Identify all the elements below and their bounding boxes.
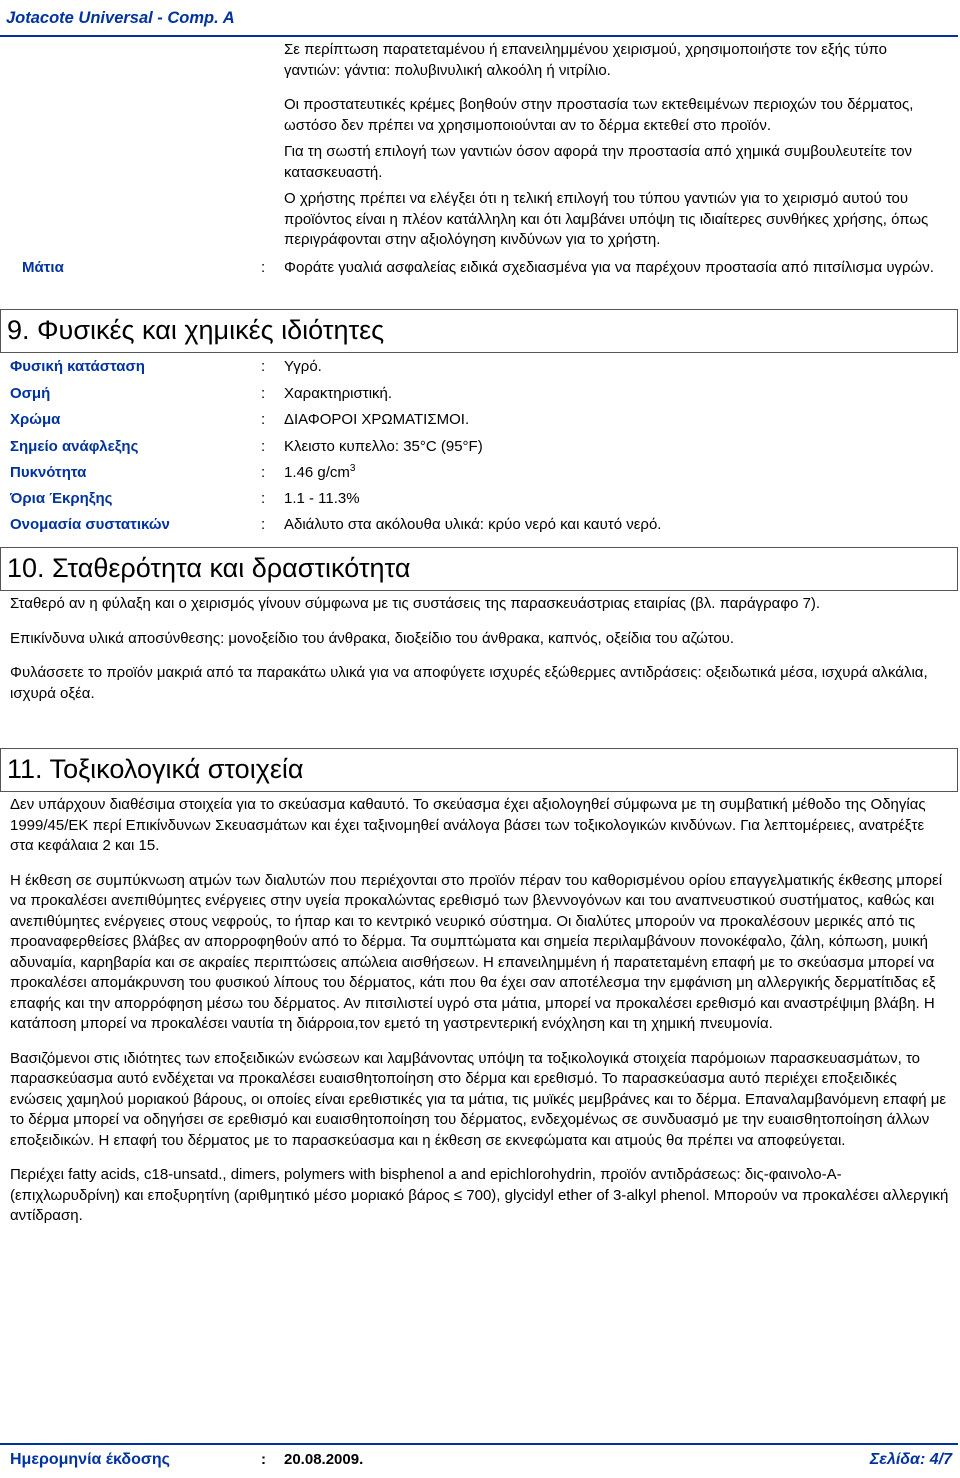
- footer-date: 20.08.2009.: [284, 1451, 364, 1468]
- property-value: Υγρό.: [284, 358, 322, 375]
- property-colon: :: [261, 516, 266, 533]
- property-label: Πυκνότητα: [10, 464, 87, 481]
- property-label: Φυσική κατάσταση: [10, 358, 145, 375]
- paragraph: Περιέχει fatty acids, c18-unsatd., dimers, polymers with bisphenol a and epichlorohydrin, προϊόν αντιδράσεως: δις-φαινολο-Α-(επιχλωρυδρίνη) και εποξυρητίνη (αριθμητικό μέσο μοριακό βάρος ≤ 700), glycidyl ether of 3-alkyl phenol. Μπορούν να προκαλέσει αλλεργική αντίδραση.: [10, 1166, 949, 1224]
- paragraph: Σε περίπτωση παρατεταμένου ή επανειλημμένου χειρισμού, χρησιμοποιήστε τον εξής τύπο γαντιών: γάντια: πολυβινυλική αλκοόλη ή νιτρίλιο.: [284, 41, 887, 79]
- header-divider: [0, 35, 958, 37]
- property-label: Ονομασία συστατικών: [10, 516, 170, 533]
- footer-divider: [0, 1443, 958, 1445]
- property-colon: :: [261, 358, 266, 375]
- property-value: Κλειστο κυπελλο: 35°C (95°F): [284, 438, 483, 455]
- property-value: Χαρακτηριστική.: [284, 385, 393, 402]
- paragraph: Οι προστατευτικές κρέμες βοηθούν στην προστασία των εκτεθειμένων περιοχών του δέρματος, ωστόσο δεν πρέπει να χρησιμοποιούνται αν το δέρμα εκτεθεί στο προϊόν.: [284, 96, 914, 134]
- property-value: ΔΙΑΦΟΡΟΙ ΧΡΩΜΑΤΙΣΜΟΙ.: [284, 411, 470, 428]
- property-colon: :: [261, 438, 266, 455]
- paragraph: Επικίνδυνα υλικά αποσύνθεσης: μονοξείδιο του άνθρακα, διοξείδιο του άνθρακα, καπνός, οξείδια του αζώτου.: [10, 629, 735, 647]
- property-value: 1.1 - 11.3%: [284, 490, 360, 507]
- section10-title: 10. Σταθερότητα και δραστικότητα: [7, 553, 411, 583]
- section10-body: [10, 594, 950, 704]
- property-label: Οσμή: [10, 385, 51, 402]
- paragraph: Φυλάσσετε το προϊόν μακριά από τα παρακάτω υλικά για να αποφύγετε ισχυρές εξώθερμες αντιδράσεις: οξειδωτικά μέσα, ισχυρά αλκάλια, ισχυρά οξέα.: [10, 664, 928, 702]
- property-label: Χρώμα: [10, 411, 61, 428]
- section9-title: 9. Φυσικές και χημικές ιδιότητες: [7, 315, 385, 345]
- document-title: Jotacote Universal - Comp. A: [6, 9, 235, 27]
- property-colon: :: [261, 385, 266, 402]
- footer-colon: :: [261, 1451, 266, 1468]
- paragraph: Δεν υπάρχουν διαθέσιμα στοιχεία για το σκεύασμα καθαυτό. Το σκεύασμα έχει αξιολογηθεί σύμφωνα με τη συμβατική μέθοδο της Οδηγίας 1999/45/ΕΚ περί Επικίνδυνων Σκευασμάτων και έχει ταξινομηθεί ανάλογα βάσει των τοξικολογικών κινδύνων. Για λεπτομέρειες, ανατρέξτε στα κεφάλαια 2 και 15.: [10, 796, 926, 854]
- top-paragraphs: [284, 40, 944, 251]
- section11-title: 11. Τοξικολογικά στοιχεία: [7, 754, 304, 784]
- section11-header: [0, 748, 958, 792]
- property-value: [284, 463, 355, 484]
- section9-header: [0, 309, 958, 353]
- property-label: Σημείο ανάφλεξης: [10, 438, 139, 455]
- paragraph: Σταθερό αν η φύλαξη και ο χειρισμός γίνουν σύμφωνα με τις συστάσεις της παρασκευάστριας εταιρίας (βλ. παράγραφο 7).: [10, 595, 821, 612]
- paragraph: Βασιζόμενοι στις ιδιότητες των εποξειδικών ενώσεων και λαμβάνοντας υπόψη τα τοξικολογικά στοιχεία παρόμοιων παρασκευασμάτων, το παρασκεύασμα αυτό ενδέχεται να προκαλέσει ευαισθητοποίηση στο δέρμα και ερεθισμό. Το παρασκεύασμα αυτό περιέχει εποξειδικές ενώσεις χαμηλού μοριακού βάρους, οι οποίες είναι ερεθιστικές για τα μάτια, τις μυϊκές μεμβράνες και το δέρμα. Επαναλαμβανόμενη επαφή με το δέρμα μπορεί να οδηγήσει σε ερεθισμό και ευαισθητοποίηση του δέρματος, ενδεχομένως σε συνδυασμό με την ευαισθητοποίηση άλλων εποξειδικών. Η επαφή του δέρματος με το παρασκεύασμα και η έκθεση σε εκνεφώματα και ατμούς θα πρέπει να αποφεύγεται.: [10, 1049, 947, 1149]
- eyes-value: Φοράτε γυαλιά ασφαλείας ειδικά σχεδιασμένα για να παρέχουν προστασία από πιτσίλισμα υγρών.: [284, 259, 934, 276]
- paragraph: Η έκθεση σε συμπύκνωση ατμών των διαλυτών που περιέχονται στο προϊόν πέραν του καθορισμένου ορίου επαγγελματικής έκθεσης μπορεί να προκαλέσει ανεπιθύμητες ενέργειες στην υγεία προκαλώντας ερεθισμό των βλεννογόνων και του αναπνευστικού συστήματος, καθώς και ανεπιθύμητες ενέργειες στους νεφρούς, το ήπαρ και το κεντρικό νευρικό σύστημα. Οι διαλύτες μπορούν να προκαλέσουν μερικές από τις προαναφερθείσες βλάβες αν απορροφηθούν από το δέρμα. Τα συμπτώματα και σημεία περιλαμβάνουν πονοκέφαλο, ζάλη, κόπωση, μυική αδυναμία, καρηβαρία και σε ακραίες περιπτώσεις απώλεια αισθήσεων. Η επανειλημμένη ή παρατεταμένη επαφή με το σκεύασμα μπορεί να προκαλέσει απομάκρυνση του φυσικού λίπους του δέρματος, κάτι που θα έχει σαν αποτέλεσμα την εμφάνιση μη αλλεργικής δερματίτιδας εξ επαφής και την απορρόφηση μέσω του δέρματος. Αν πιτσιλιστεί υγρό στα μάτια, μπορεί να προκαλέσει ερεθισμό και αναστρέψιμη βλάβη. Η κατάποση μπορεί να προκαλέσει ναυτία τη διάρροια,τον εμετό τη γαστρεντερική ενόχληση και τη χημική πνευμονία.: [10, 871, 943, 1032]
- property-colon: :: [261, 411, 266, 428]
- section11-body: [10, 795, 950, 1227]
- property-colon: :: [261, 490, 266, 507]
- density-value: 1.46 g/cm: [284, 464, 350, 481]
- property-value: Αδιάλυτο στα ακόλουθα υλικά: κρύο νερό και καυτό νερό.: [284, 516, 662, 533]
- footer-page-number: Σελίδα: 4/7: [869, 1451, 952, 1468]
- eyes-label: Μάτια: [22, 259, 64, 276]
- density-exponent: 3: [349, 463, 356, 474]
- paragraph: Για τη σωστή επιλογή των γαντιών όσον αφορά την προστασία από χημικά συμβουλευτείτε τον κατασκευαστή.: [284, 143, 913, 181]
- section10-header: [0, 547, 958, 591]
- paragraph: Ο χρήστης πρέπει να ελέγξει ότι η τελική επιλογή του τύπου γαντιών για το χειρισμό αυτού του προϊόντος είναι η πλέον κατάλληλη και ότι λαμβάνει υπόψη τις ιδιαίτερες συνθήκες χρήσης, όπως περιγράφονται στην αξιολόγηση κινδύνων για το χρήστη.: [284, 190, 929, 248]
- footer-date-label: Ημερομηνία έκδοσης: [10, 1451, 170, 1468]
- property-label: Όρια Έκρηξης: [10, 490, 113, 507]
- eyes-colon: :: [261, 259, 266, 276]
- property-colon: :: [261, 464, 266, 481]
